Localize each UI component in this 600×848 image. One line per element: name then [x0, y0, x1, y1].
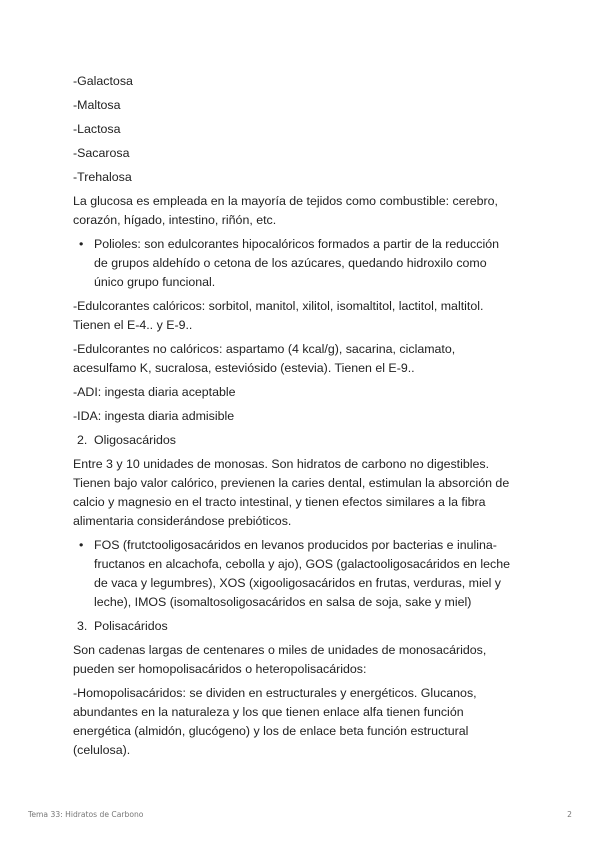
text-line: (celulosa). [73, 743, 131, 757]
section-number: 3. [77, 619, 88, 633]
section-heading-polisacaridos [73, 617, 528, 636]
text-line: acesulfamo K, sucralosa, esteviósido (estevia). Tienen el E-9.. [73, 361, 415, 375]
sugar-item-galactosa: -Galactosa [73, 74, 133, 88]
noncaloric-sweeteners-paragraph [73, 340, 528, 378]
text-line: -Edulcorantes calóricos: sorbitol, manitol, xilitol, isomaltitol, lactitol, maltitol. [73, 299, 484, 313]
sugar-item-maltosa: -Maltosa [73, 98, 121, 112]
text-line: de vaca y legumbres), XOS (xigooligosacáridos en frutas, verduras, miel y [94, 576, 502, 590]
fos-bullet [73, 536, 528, 612]
polysaccharides-paragraph [73, 641, 528, 679]
ida-definition: -IDA: ingesta diaria admisible [73, 409, 235, 423]
sugar-item-sacarosa: -Sacarosa [73, 146, 130, 160]
text-line: alimentaria considerándose prebióticos. [73, 514, 292, 528]
bullet-dot-icon: • [79, 538, 84, 552]
text-line: corazón, hígado, intestino, riñón, etc. [73, 213, 277, 227]
caloric-sweeteners-paragraph [73, 297, 528, 335]
text-line: -Edulcorantes no calóricos: aspartamo (4 kcal/g), sacarina, ciclamato, [73, 342, 456, 356]
text-line: -Homopolisacáridos: se dividen en estructurales y energéticos. Glucanos, [73, 686, 477, 700]
text-line: único grupo funcional. [94, 275, 216, 289]
glucose-paragraph [73, 192, 528, 230]
adi-definition: -ADI: ingesta diaria aceptable [73, 385, 236, 399]
text-line: Entre 3 y 10 unidades de monosas. Son hidratos de carbono no digestibles. [73, 457, 490, 471]
homopolysaccharides-paragraph [73, 684, 528, 760]
section-number: 2. [77, 433, 88, 447]
text-line: Tienen bajo valor calórico, previenen la caries dental, estimulan la absorción de [73, 476, 510, 490]
text-line: pueden ser homopolisacáridos o heteropolisacáridos: [73, 662, 367, 676]
polioles-bullet [73, 235, 528, 292]
sugar-item-lactosa: -Lactosa [73, 122, 121, 136]
text-line: de grupos aldehído o cetona de los azúcares, quedando hidroxilo como [94, 256, 487, 270]
sugar-item-trehalosa: -Trehalosa [73, 170, 132, 184]
text-line: Polioles: son edulcorantes hipocalóricos formados a partir de la reducción [94, 237, 499, 251]
oligosaccharides-paragraph [73, 455, 528, 531]
section-title: Oligosacáridos [94, 433, 176, 447]
section-heading-oligosacaridos [73, 431, 528, 450]
page-body [73, 72, 528, 765]
footer-title: Tema 33: Hidratos de Carbono [28, 810, 144, 819]
text-line: fructanos en alcachofa, cebolla y ajo), GOS (galactooligosacáridos en leche [94, 557, 511, 571]
text-line: La glucosa es empleada en la mayoría de tejidos como combustible: cerebro, [73, 194, 498, 208]
text-line: energética (almidón, glucógeno) y los de enlace beta función estructural [73, 724, 469, 738]
text-line: abundantes en la naturaleza y los que tienen enlace alfa tienen función [73, 705, 464, 719]
page-footer [28, 810, 572, 824]
section-title: Polisacáridos [94, 619, 168, 633]
text-line: Son cadenas largas de centenares o miles de unidades de monosacáridos, [73, 643, 487, 657]
text-line: leche), IMOS (isomaltosoligosacáridos en salsa de soja, sake y miel) [94, 595, 472, 609]
text-line: Tienen el E-4.. y E-9.. [73, 318, 193, 332]
bullet-dot-icon: • [79, 237, 84, 251]
text-line: FOS (frutctooligosacáridos en levanos producidos por bacterias e inulina- [94, 538, 497, 552]
page-number: 2 [567, 810, 572, 819]
text-line: calcio y magnesio en el tracto intestinal, y tienen efectos similares a la fibra [73, 495, 486, 509]
